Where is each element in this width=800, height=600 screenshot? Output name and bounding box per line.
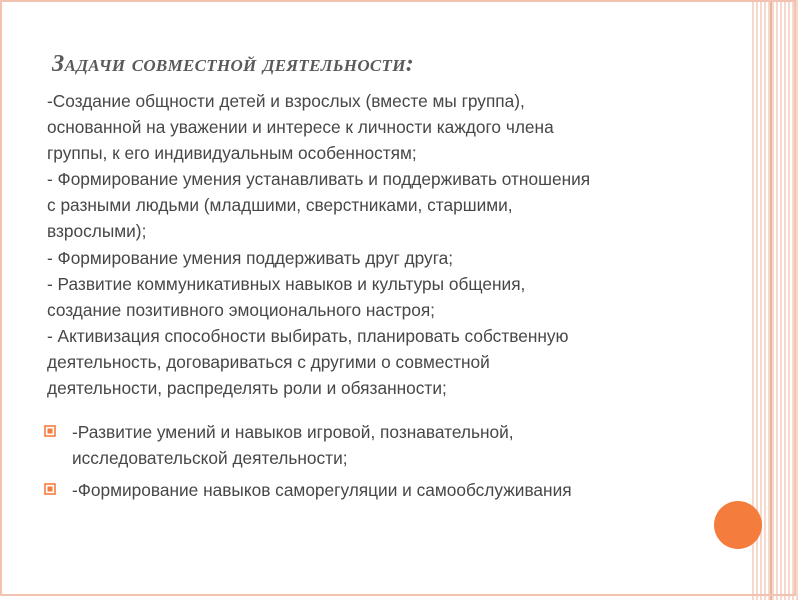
paragraph-line: взрослыми); [47, 221, 147, 242]
bullet-list [44, 419, 704, 509]
tasks-paragraph [47, 88, 687, 401]
decorative-orange-circle [714, 501, 762, 549]
paragraph-line: группы, к его индивидуальным особенностям; [47, 143, 417, 164]
slide-title: Задачи совместной деятельности: [52, 51, 415, 77]
list-item [44, 477, 704, 503]
hollow-square-bullet-icon [44, 425, 56, 437]
paragraph-line: с разными людьми (младшими, сверстниками, старшими, [47, 195, 513, 216]
paragraph-line: деятельности, распределять роли и обязанности; [47, 378, 447, 399]
bullet-line: исследовательской деятельности; [72, 448, 348, 469]
paragraph-line: -Создание общности детей и взрослых (вместе мы группа), [47, 91, 525, 111]
list-item [44, 419, 704, 471]
paragraph-line: создание позитивного эмоционального настроя; [47, 299, 435, 320]
paragraph-line: основанной на уважении и интересе к личности каждого члена [47, 117, 554, 138]
bullet-line: -Формирование навыков саморегуляции и самообслуживания [72, 480, 572, 501]
hollow-square-bullet-icon [44, 483, 56, 495]
bullet-line: -Развитие умений и навыков игровой, познавательной, [72, 422, 514, 442]
paragraph-line: - Развитие коммуникативных навыков и культуры общения, [47, 273, 526, 294]
paragraph-line: деятельность, договариваться с другими о совместной [47, 351, 490, 372]
paragraph-line: - Активизация способности выбирать, планировать собственную [47, 325, 569, 346]
paragraph-line: - Формирование умения поддерживать друг друга; [47, 247, 454, 268]
paragraph-line: - Формирование умения устанавливать и поддерживать отношения [47, 169, 591, 190]
